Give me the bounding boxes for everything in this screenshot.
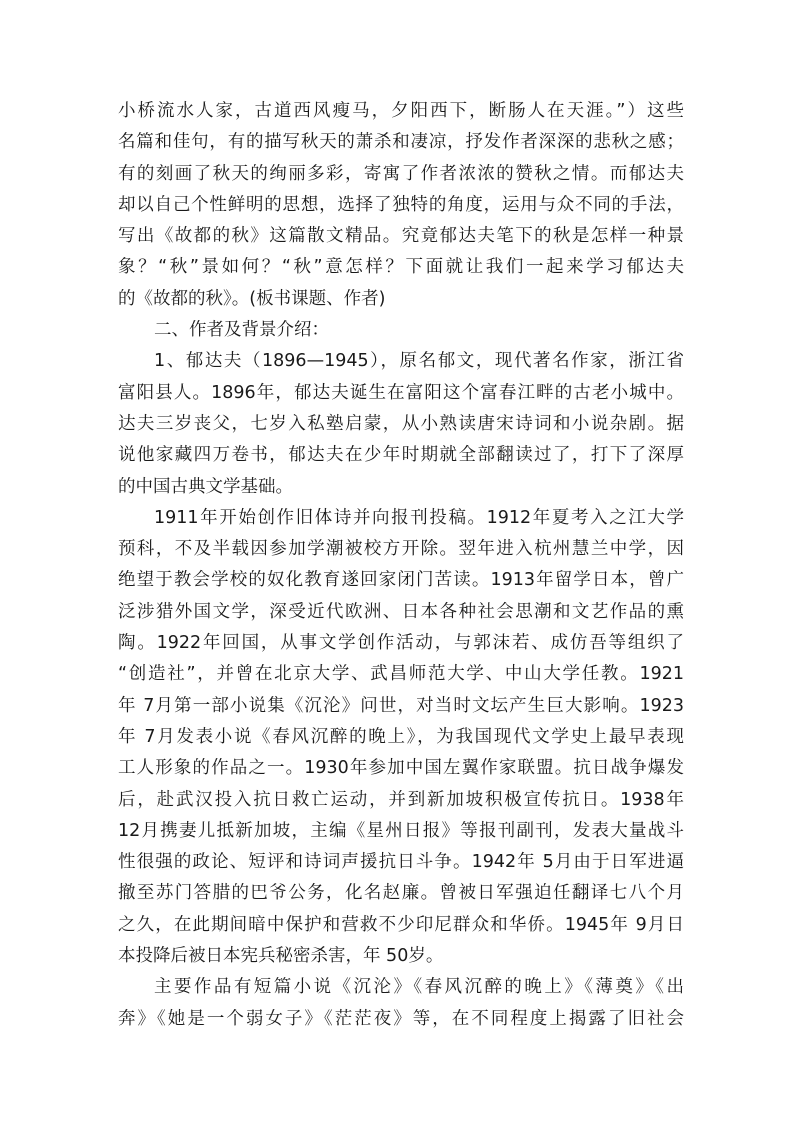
text-line: 主要作品有短篇小说《沉沦》《春风沉醉的晚上》《薄奠》《出 xyxy=(154,977,684,998)
text-line: “创造社”，并曾在北京大学、武昌师范大学、中山大学任教。1921 xyxy=(118,664,684,685)
text-line: 说他家藏四万卷书，郁达夫在少年时期就全部翻读过了，打下了深厚 xyxy=(118,445,684,466)
text-line: 象？“秋”景如何？“秋”意怎样？下面就让我们一起来学习郁达夫 xyxy=(118,257,684,278)
text-line: 却以自己个性鲜明的思想，选择了独特的角度，运用与众不同的手法， xyxy=(118,194,684,215)
text-line: 工人形象的作品之一。1930年参加中国左翼作家联盟。抗日战争爆发 xyxy=(118,758,684,779)
text-line: 奔》《她是一个弱女子》《茫茫夜》等，在不同程度上揭露了旧社会 xyxy=(118,1008,684,1029)
text-line: 泛涉猎外国文学，深受近代欧洲、日本各种社会思潮和文艺作品的熏 xyxy=(118,601,684,622)
text-line: 后，赴武汉投入抗日救亡运动，并到新加坡积极宣传抗日。1938年 xyxy=(118,789,684,810)
text-line: 名篇和佳句，有的描写秋天的萧杀和凄凉，抒发作者深深的悲秋之感； xyxy=(118,132,684,153)
text-line: 性很强的政论、短评和诗词声援抗日斗争。1942年 5月由于日军进逼 xyxy=(118,852,684,873)
text-line: 达夫三岁丧父，七岁入私塾启蒙，从小熟读唐宋诗词和小说杂剧。据 xyxy=(118,413,684,434)
text-line: 12月携妻儿抵新加坡，主编《星州日报》等报刊副刊，发表大量战斗 xyxy=(118,820,684,841)
text-line: 写出《故都的秋》这篇散文精品。究竟郁达夫笔下的秋是怎样一种景 xyxy=(118,226,684,247)
text-line: 之久，在此期间暗中保护和营救不少印尼群众和华侨。1945年 9月日 xyxy=(118,914,684,935)
text-line: 撤至苏门答腊的巴爷公务，化名赵廉。曾被日军强迫任翻译七八个月 xyxy=(118,883,684,904)
text-line: 本投降后被日本宪兵秘密杀害，年 50岁。 xyxy=(118,946,444,967)
text-line: 绝望于教会学校的奴化教育遂回家闭门苦读。1913年留学日本，曾广 xyxy=(118,570,684,591)
text-line: 年 7月发表小说《春风沉醉的晚上》，为我国现代文学史上最早表现 xyxy=(118,726,684,747)
text-line: 有的刻画了秋天的绚丽多彩，寄寓了作者浓浓的赞秋之情。而郁达夫 xyxy=(118,163,684,184)
text-line: 预科，不及半载因参加学潮被校方开除。翌年进入杭州慧兰中学，因 xyxy=(118,539,684,560)
text-line: 1911年开始创作旧体诗并向报刊投稿。1912年夏考入之江大学 xyxy=(154,507,684,528)
text-line: 富阳县人。1896年，郁达夫诞生在富阳这个富春江畔的古老小城中。 xyxy=(118,382,684,403)
text-line: 1、郁达夫（1896—1945），原名郁文，现代著名作家，浙江省 xyxy=(154,351,684,372)
text-line: 小桥流水人家，古道西风瘦马，夕阳西下，断肠人在天涯。”）这些 xyxy=(118,101,684,121)
text-line: 的中国古典文学基础。 xyxy=(118,476,293,497)
text-line: 的《故都的秋》。(板书课题、作者) xyxy=(118,288,386,309)
section-heading: 二、作者及背景介绍： xyxy=(154,320,329,341)
text-line: 陶。1922年回国，从事文学创作活动，与郭沫若、成仿吾等组织了 xyxy=(118,633,684,654)
text-line: 年 7月第一部小说集《沉沦》问世，对当时文坛产生巨大影响。1923 xyxy=(118,695,684,716)
document-page xyxy=(118,96,684,1035)
